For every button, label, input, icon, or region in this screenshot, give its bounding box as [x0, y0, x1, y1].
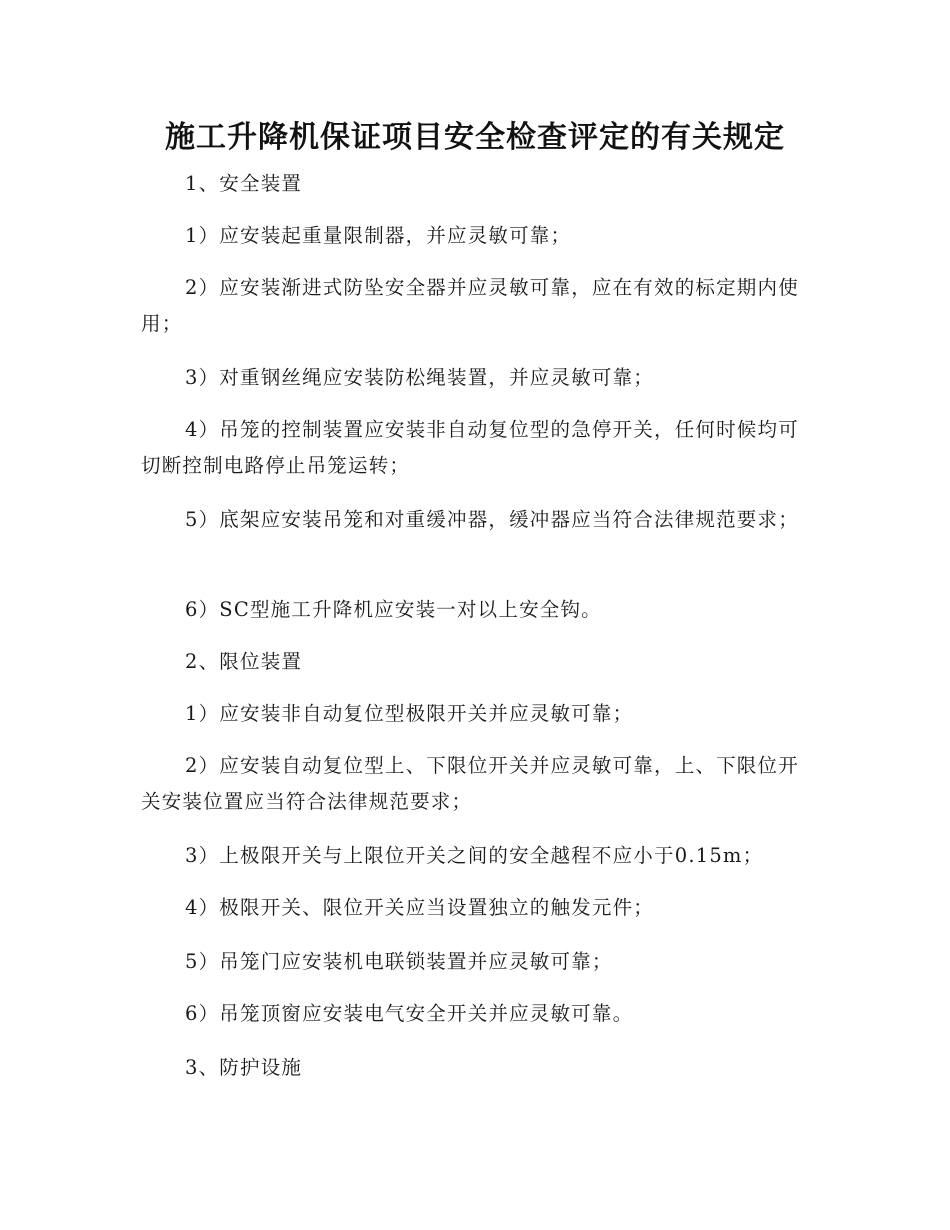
paragraph: 5）吊笼门应安装机电联锁装置并应灵敏可靠；	[185, 950, 613, 973]
section-heading: 2、限位装置	[185, 650, 303, 673]
paragraph: 2）应安装自动复位型上、下限位开关并应灵敏可靠，上、下限位开关安装位置应当符合法律规范要求；	[141, 754, 799, 813]
paragraph: 1）应安装非自动复位型极限开关并应灵敏可靠；	[185, 702, 634, 725]
paragraph: 3）上极限开关与上限位开关之间的安全越程不应小于0.15m；	[185, 844, 764, 867]
section-heading: 1、安全装置	[185, 172, 303, 195]
paragraph: 3）对重钢丝绳应安装防松绳装置，并应灵敏可靠；	[185, 366, 655, 389]
section-heading: 3、防护设施	[185, 1056, 303, 1079]
paragraph: 4）极限开关、限位开关应当设置独立的触发元件；	[185, 896, 655, 919]
paragraph: 2）应安装渐进式防坠安全器并应灵敏可靠，应在有效的标定期内使用；	[141, 276, 799, 335]
document-title: 施工升降机保证项目安全检查评定的有关规定	[165, 120, 785, 155]
paragraph: 6）吊笼顶窗应安装电气安全开关并应灵敏可靠。	[185, 1002, 634, 1025]
paragraph: 1）应安装起重量限制器，并应灵敏可靠；	[185, 224, 572, 247]
paragraph: 4）吊笼的控制装置应安装非自动复位型的急停开关，任何时候均可切断控制电路停止吊笼运转；	[141, 418, 799, 477]
paragraph: 5）底架应安装吊笼和对重缓冲器，缓冲器应当符合法律规范要求；	[185, 508, 799, 531]
paragraph: 6）SC型施工升降机应安装一对以上安全钩。	[185, 598, 602, 621]
